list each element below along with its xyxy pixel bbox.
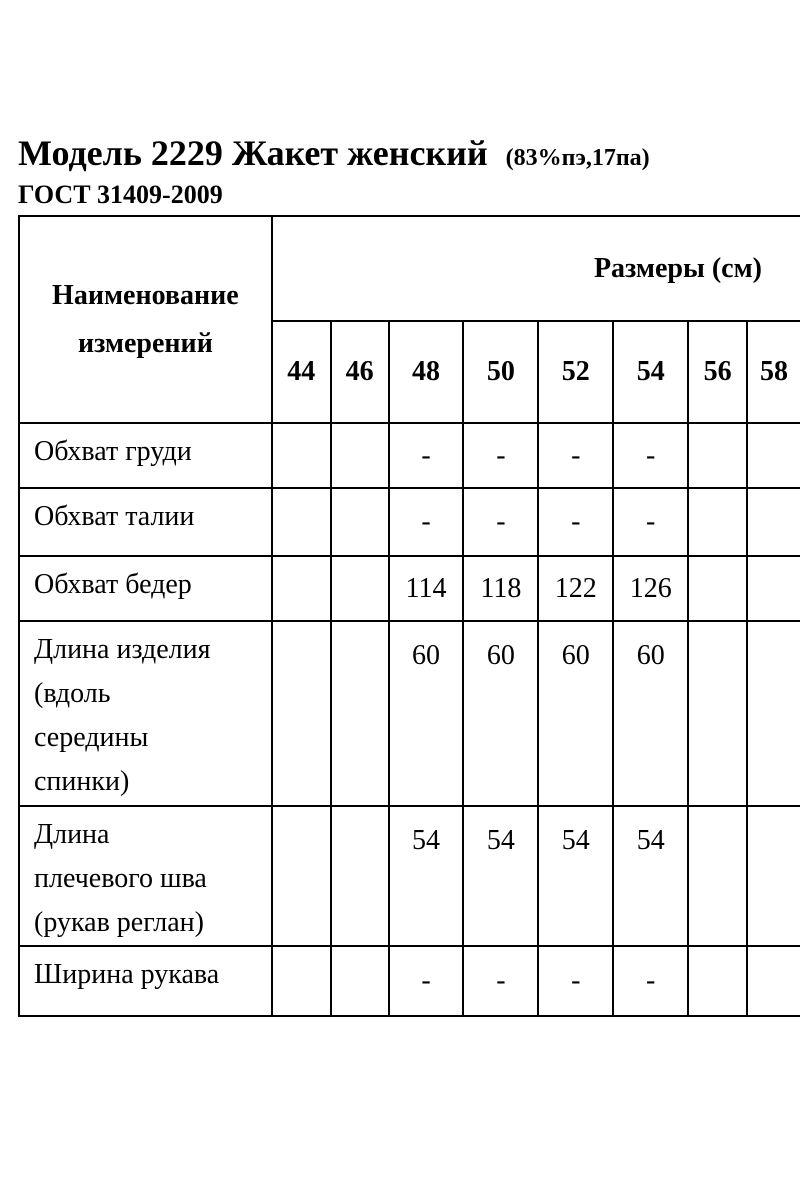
measurement-value-size-50: - <box>463 488 538 556</box>
measurement-value-size-50: - <box>463 946 538 1016</box>
measurement-value-size-58 <box>747 423 800 488</box>
measurement-value-size-46 <box>331 488 389 556</box>
measurement-value-size-54: 126 <box>613 556 688 621</box>
measurement-value-size-54: 54 <box>613 806 688 946</box>
sizes-group-header: Размеры (см) <box>272 216 800 321</box>
measurement-value-size-54: - <box>613 488 688 556</box>
measurement-value-size-58 <box>747 556 800 621</box>
measurement-value-size-44 <box>272 946 331 1016</box>
measurement-value-size-52: - <box>538 488 613 556</box>
measurement-label: Обхват бедер <box>19 556 272 621</box>
size-header-44: 44 <box>272 321 331 423</box>
measurement-value-size-50: 60 <box>463 621 538 806</box>
measurement-value-size-56 <box>688 556 747 621</box>
table-row <box>19 806 800 946</box>
measurement-label: Обхват талии <box>19 488 272 556</box>
measurement-value-size-44 <box>272 488 331 556</box>
size-header-58: 58 <box>747 321 800 423</box>
measurement-value-size-48: 54 <box>389 806 464 946</box>
measurement-value-size-48: - <box>389 423 464 488</box>
measurement-value-size-50: - <box>463 423 538 488</box>
measurement-value-size-56 <box>688 806 747 946</box>
measurement-value-size-46 <box>331 946 389 1016</box>
measurement-value-size-56 <box>688 488 747 556</box>
header-row-group <box>19 216 800 321</box>
table-row <box>19 621 800 806</box>
measurement-value-size-58 <box>747 806 800 946</box>
measurement-value-size-46 <box>331 621 389 806</box>
fabric-composition: (83%пэ,17па) <box>505 145 650 171</box>
model-title: Модель 2229 Жакет женский <box>18 133 488 173</box>
measurement-value-size-52: 54 <box>538 806 613 946</box>
measurement-value-size-58 <box>747 621 800 806</box>
measurement-name-header-line-1: Наименование <box>52 279 239 311</box>
table-row <box>19 488 800 556</box>
measurement-value-size-44 <box>272 621 331 806</box>
measurement-value-size-54: - <box>613 423 688 488</box>
measurement-value-size-44 <box>272 806 331 946</box>
measurement-value-size-54: - <box>613 946 688 1016</box>
measurement-value-size-44 <box>272 423 331 488</box>
measurement-value-size-44 <box>272 556 331 621</box>
table-row <box>19 556 800 621</box>
measurement-value-size-54: 60 <box>613 621 688 806</box>
measurement-value-size-52: 122 <box>538 556 613 621</box>
measurement-value-size-46 <box>331 423 389 488</box>
measurement-value-size-56 <box>688 621 747 806</box>
measurement-value-size-48: 114 <box>389 556 464 621</box>
size-chart-table <box>18 215 800 1017</box>
size-header-50: 50 <box>463 321 538 423</box>
measurement-value-size-52: - <box>538 423 613 488</box>
size-header-46: 46 <box>331 321 389 423</box>
standard-label: ГОСТ 31409-2009 <box>18 180 223 209</box>
measurement-value-size-48: - <box>389 488 464 556</box>
measurement-label: Ширина рукава <box>19 946 272 1016</box>
size-header-54: 54 <box>613 321 688 423</box>
measurement-label: Длина изделия (вдоль середины спинки) <box>19 621 272 806</box>
measurement-name-header <box>19 216 272 423</box>
measurement-value-size-48: 60 <box>389 621 464 806</box>
measurement-value-size-58 <box>747 946 800 1016</box>
measurement-value-size-46 <box>331 806 389 946</box>
size-header-52: 52 <box>538 321 613 423</box>
measurement-label: Обхват груди <box>19 423 272 488</box>
size-header-48: 48 <box>389 321 464 423</box>
size-header-56: 56 <box>688 321 747 423</box>
measurement-value-size-46 <box>331 556 389 621</box>
measurement-name-header-line-2: измерений <box>77 327 213 359</box>
measurement-value-size-52: 60 <box>538 621 613 806</box>
measurement-value-size-50: 54 <box>463 806 538 946</box>
page-title <box>18 132 650 174</box>
measurement-value-size-56 <box>688 423 747 488</box>
table-row <box>19 423 800 488</box>
measurement-value-size-56 <box>688 946 747 1016</box>
table-row <box>19 946 800 1016</box>
measurement-value-size-52: - <box>538 946 613 1016</box>
measurement-value-size-48: - <box>389 946 464 1016</box>
measurement-value-size-58 <box>747 488 800 556</box>
measurement-value-size-50: 118 <box>463 556 538 621</box>
measurement-label: Длина плечевого шва (рукав реглан) <box>19 806 272 946</box>
